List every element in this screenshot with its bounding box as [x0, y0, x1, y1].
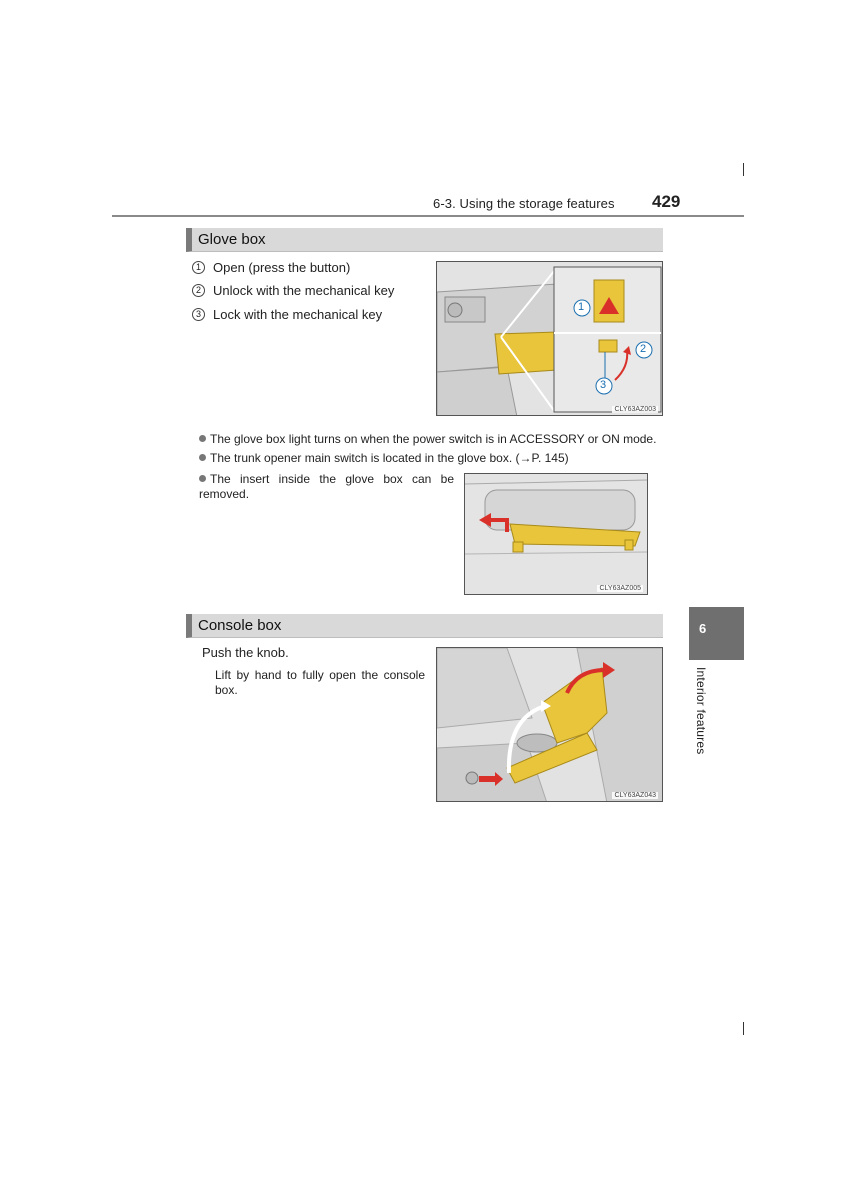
chapter-tab[interactable] [689, 607, 744, 660]
note-insert-text: The insert inside the glove box can be removed. [199, 472, 454, 501]
step-number-3: 3 [192, 308, 205, 321]
console-box-heading-text: Console box [198, 617, 282, 634]
step-1 [192, 258, 350, 276]
note-trunk-switch-text: The trunk opener main switch is located in the glove box. (→P. 145) [210, 451, 569, 465]
console-drawing [437, 648, 663, 802]
step-label-2: Unlock with the mechanical key [213, 282, 395, 298]
step-3 [192, 305, 382, 323]
note-glove-light-text: The glove box light turns on when the power switch is in ACCESSORY or ON mode. [210, 432, 657, 446]
page-number: 429 [652, 192, 681, 211]
chapter-label: Interior features [694, 667, 708, 755]
step-2 [192, 281, 394, 299]
bullet-dot [199, 475, 206, 482]
step-number-2: 2 [192, 284, 205, 297]
bullet-dot [199, 435, 206, 442]
running-header-title: 6-3. Using the storage features [433, 196, 615, 211]
console-box-illustration [436, 647, 663, 802]
insert-drawing [465, 474, 648, 595]
crop-mark-bottom [743, 1022, 744, 1035]
console-box-heading [186, 614, 663, 638]
glove-box-drawing [437, 262, 663, 416]
note-insert [199, 472, 454, 502]
callout-1: 1 [578, 301, 585, 313]
figure-code-insert: CLY63AZ005 [599, 585, 641, 592]
figure-code-glove-box: CLY63AZ003 [614, 406, 656, 413]
glove-box-illustration [436, 261, 663, 416]
step-label-1: Open (press the button) [213, 259, 351, 275]
figure-code-console: CLY63AZ043 [614, 792, 656, 799]
note-trunk-switch [199, 451, 669, 466]
crop-mark-top [743, 163, 744, 176]
callout-2: 2 [640, 343, 647, 355]
chapter-number: 6 [699, 621, 707, 636]
bullet-dot [199, 454, 206, 461]
glove-box-insert-illustration [464, 473, 648, 595]
console-text: Lift by hand to fully open the console box. [215, 668, 425, 697]
step-number-1: 1 [192, 261, 205, 274]
callout-3: 3 [600, 379, 607, 391]
console-intro: Push the knob. [202, 645, 289, 660]
header-rule [112, 215, 744, 217]
glove-box-heading-text: Glove box [198, 231, 266, 248]
note-glove-light [199, 432, 669, 447]
step-label-3: Lock with the mechanical key [213, 306, 383, 322]
glove-box-heading [186, 228, 663, 252]
